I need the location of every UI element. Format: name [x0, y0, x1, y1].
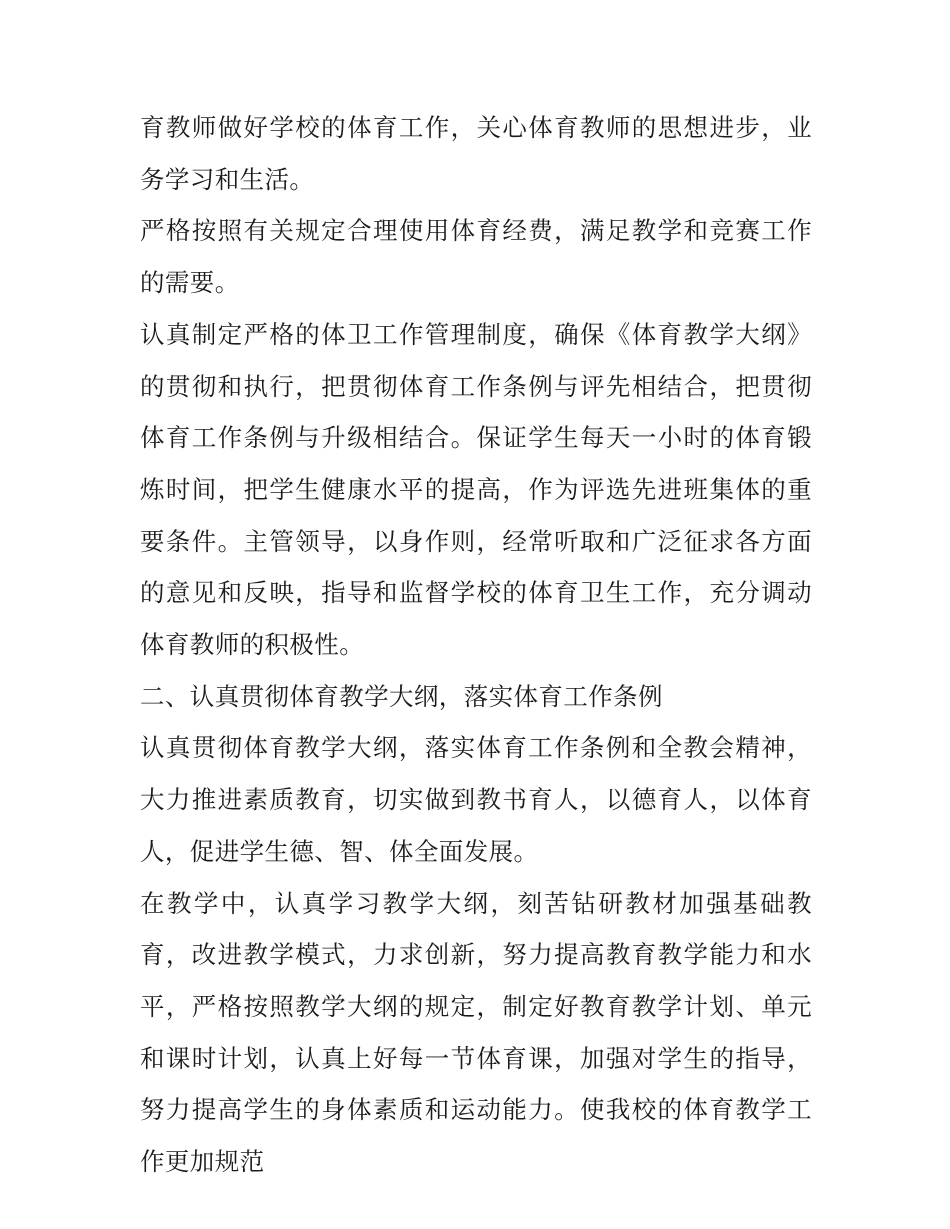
section-heading-2: 二、认真贯彻体育教学大纲，落实体育工作条例: [140, 681, 663, 711]
paragraph-implement-syllabus: 认真贯彻体育教学大纲，落实体育工作条例和全教会精神，大力推进素质教育，切实做到教书育人，以德育人，以体育人，促进学生德、智、体全面发展。: [140, 733, 812, 866]
paragraph-teaching-practice: 在教学中，认真学习教学大纲，刻苦钻研教材加强基础教育，改进教学模式，力求创新，努力提高教育教学能力和水平，严格按照教学大纲的规定，制定好教育教学计划、单元和课时计划，认真上好每一节体育课，加强对学生的指导，努力提高学生的身体素质和运动能力。使我校的体育教学工作更加规范: [140, 888, 812, 1177]
paragraph-funding: 严格按照有关规定合理使用体育经费，满足教学和竞赛工作的需要。: [140, 216, 812, 298]
paragraph-management-system: 认真制定严格的体卫工作管理制度，确保《体育教学大纲》的贯彻和执行，把贯彻体育工作条例与评先相结合，把贯彻体育工作条例与升级相结合。保证学生每天一小时的体育锻炼时间，把学生健康水平的提高，作为评选先进班集体的重要条件。主管领导，以身作则，经常听取和广泛征求各方面的意见和反映，指导和监督学校的体育卫生工作，充分调动体育教师的积极性。: [140, 319, 812, 660]
paragraph-teacher-support: 育教师做好学校的体育工作，关心体育教师的思想进步，业务学习和生活。: [140, 113, 812, 194]
document-body: [140, 102, 812, 1188]
